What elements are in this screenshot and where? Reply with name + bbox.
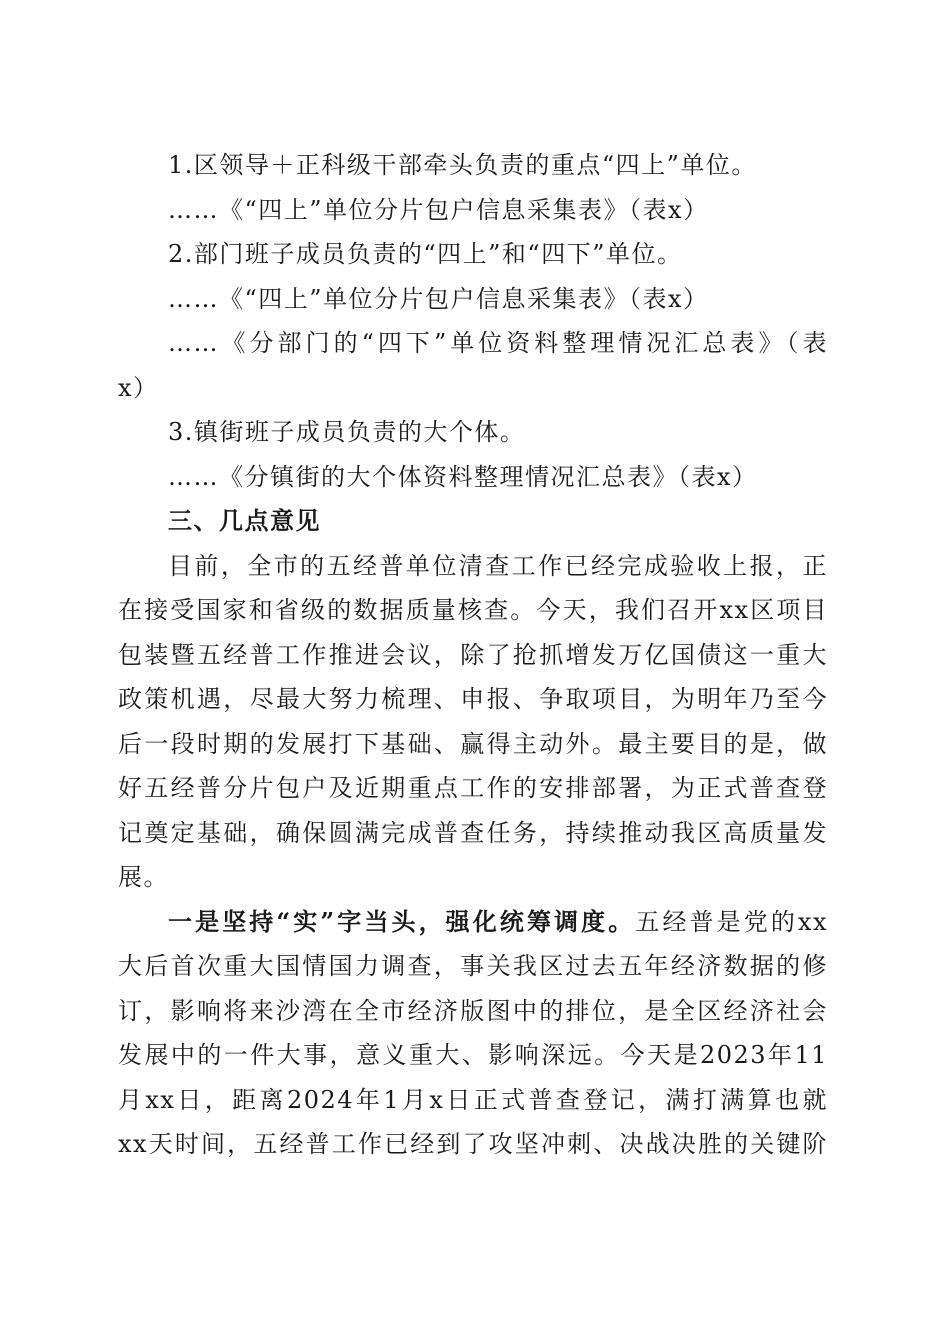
text-line: ……《分部门的“四下”单位资料整理情况汇总表》（表 [168, 329, 828, 357]
text-line: ……《“四上”单位分片包户信息采集表》（表x） [168, 195, 709, 224]
text-line: 发展中的一件大事，意义重大、影响深远。今天是2023年11 [118, 1041, 828, 1069]
text-line: 1.区领导＋正科级干部牵头负责的重点“四上”单位。 [168, 151, 757, 179]
text-line: ……《“四上”单位分片包户信息采集表》（表x） [168, 284, 709, 313]
text-line: ……《分镇街的大个体资料整理情况汇总表》（表x） [168, 462, 758, 491]
text-line: 订，影响将来沙湾在全市经济版图中的排位，是全区经济社会 [118, 996, 828, 1025]
text-line: 大后首次重大国情国力调查，事关我区过去五年经济数据的修 [118, 952, 828, 980]
text-line: 月xx日，距离2024年1月x日正式普查登记，满打满算也就 [118, 1085, 828, 1114]
text-line: 好五经普分片包户及近期重点工作的安排部署，为正式普查登 [118, 774, 828, 802]
line-text: 五经普是党的xx [635, 907, 828, 936]
text-line: 3.镇街班子成员负责的大个体。 [168, 418, 526, 446]
text-line: 展。 [118, 863, 169, 891]
text-line: xx天时间，五经普工作已经到了攻坚冲刺、决战决胜的关键阶 [118, 1130, 828, 1158]
text-line: 2.部门班子成员负责的“四上”和“四下”单位。 [168, 240, 683, 268]
text-line: 在接受国家和省级的数据质量核查。今天，我们召开xx区项目 [118, 596, 828, 624]
paragraph-line [118, 900, 828, 945]
text-line: 目前，全市的五经普单位清查工作已经完成验收上报，正 [168, 551, 828, 580]
section-heading: 三、几点意见 [168, 507, 321, 535]
text-line: 记奠定基础，确保圆满完成普查任务，持续推动我区高质量发 [118, 818, 828, 847]
document-body [118, 143, 828, 1167]
text-line: 包装暨五经普工作推进会议，除了抢抓增发万亿国债这一重大 [118, 640, 828, 669]
bold-lead-text: 一是坚持“实”字当头，强化统筹调度。 [168, 906, 636, 936]
text-line: 后一段时期的发展打下基础、赢得主动外。最主要目的是，做 [118, 729, 828, 758]
text-line: 政策机遇，尽最大努力梳理、申报、争取项目，为明年乃至今 [118, 685, 828, 713]
text-line: x） [118, 373, 159, 402]
